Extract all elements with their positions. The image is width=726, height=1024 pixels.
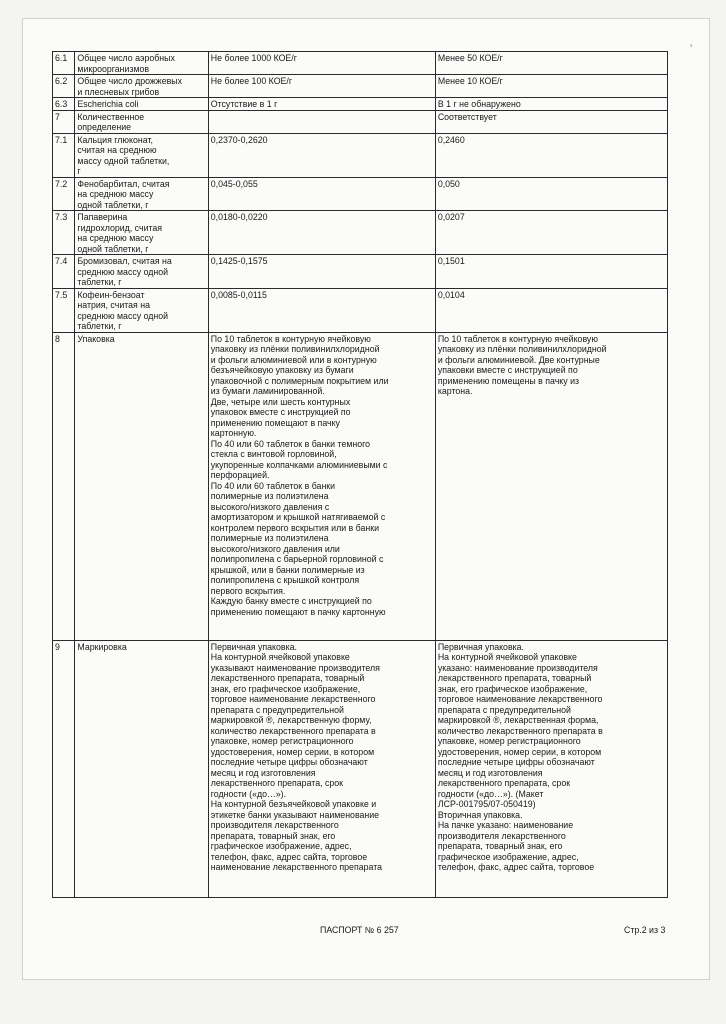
row-number: 6.3 (53, 98, 75, 111)
row-result: 0,0207 (435, 211, 667, 255)
row-spec: Не более 100 КОЕ/г (208, 75, 435, 98)
row-number: 7 (53, 110, 75, 133)
passport-table (52, 51, 668, 898)
row-name: Папаверина гидрохлорид, считая на среднюю массу одной таблетки, г (75, 211, 208, 255)
row-spec: 0,045-0,055 (208, 177, 435, 211)
table-row (53, 255, 668, 289)
row-number: 6.2 (53, 75, 75, 98)
row-number: 6.1 (53, 52, 75, 75)
table-row (53, 110, 668, 133)
table-row (53, 133, 668, 177)
row-name: Маркировка (75, 640, 208, 897)
row-number: 9 (53, 640, 75, 897)
row-result: Менее 10 КОЕ/г (435, 75, 667, 98)
row-name: Упаковка (75, 332, 208, 640)
table-row (53, 98, 668, 111)
table-row (53, 177, 668, 211)
row-name: Кофеин-бензоат натрия, считая на среднюю массу одной таблетки, г (75, 288, 208, 332)
row-name: Общее число аэробных микроорганизмов (75, 52, 208, 75)
table-row (53, 288, 668, 332)
marking-row (53, 640, 668, 897)
row-number: 7.3 (53, 211, 75, 255)
row-spec: Не более 1000 КОЕ/г (208, 52, 435, 75)
table-row (53, 52, 668, 75)
row-result: 0,050 (435, 177, 667, 211)
row-number: 7.4 (53, 255, 75, 289)
row-spec: Отсутствие в 1 г (208, 98, 435, 111)
row-result: Соответствует (435, 110, 667, 133)
row-name: Фенобарбитал, считая на среднюю массу одной таблетки, г (75, 177, 208, 211)
row-number: 7.2 (53, 177, 75, 211)
row-number: 8 (53, 332, 75, 640)
packaging-result: По 10 таблеток в контурную ячейковую упаковку из плёнки поливинилхлоридной и фольги алюминиевой. Две контурные упаковки вместе с инструкцией по применению помещены в пачку из картона. (435, 332, 667, 640)
row-name: Кальция глюконат, считая на среднюю массу одной таблетки, г (75, 133, 208, 177)
scan-mark: ʼ (690, 44, 693, 55)
page-number: Стр.2 из 3 (624, 925, 666, 935)
row-number: 7.1 (53, 133, 75, 177)
row-spec (208, 110, 435, 133)
table-body (53, 52, 668, 898)
table-row (53, 75, 668, 98)
packaging-spec: По 10 таблеток в контурную ячейковую упаковку из плёнки поливинилхлоридной и фольги алюминиевой или в контурную безъячейковую упаковку из бумаги упаковочной с полимерным покрытием или из бумаги ламинированной. Две, четыре или шесть контурных упаковок вместе с инструкцией по применению помещают в пачку картонную. По 40 или 60 таблеток в банки темного стекла с винтовой горловиной, укупоренные колпачками алюминиевыми с перфорацией. По 40 или 60 таблеток в банки полимерные из полиэтилена высокого/низкого давления с амортизатором и крышкой натягиваемой с контролем первого вскрытия или в банки полимерные из полиэтилена высокого/низкого давления или полипропилена с барьерной горловиной с крышкой, или в банки полимерные из полипропилена с крышкой контроля первого вскрытия. Каждую банку вместе с инструкцией по применению помещают в пачку картонную (208, 332, 435, 640)
row-result: 0,1501 (435, 255, 667, 289)
row-name: Общее число дрожжевых и плесневых грибов (75, 75, 208, 98)
row-result: 0,2460 (435, 133, 667, 177)
row-name: Количественное определение (75, 110, 208, 133)
row-spec: 0,2370-0,2620 (208, 133, 435, 177)
row-spec: 0,0085-0,0115 (208, 288, 435, 332)
marking-result: Первичная упаковка. На контурной ячейковой упаковке указано: наименование производителя лекарственного препарата, товарный знак, его графическое изображение, торговое наименование лекарственного препарата с предупредительной маркировкой ®, лекарственная форма, количество лекарственного препарата в упаковке, номер регистрационного удостоверения, номер серии, в котором последние четыре цифры обозначают месяц и год изготовления лекарственного препарата, срок годности («до…»). (Макет ЛСР-001795/07-050419) Вторичная упаковка. На пачке указано: наименование производителя лекарственного препарата, товарный знак, его графическое изображение, адрес, телефон, факс, адрес сайта, торговое (435, 640, 667, 897)
row-name: Бромизовал, считая на среднюю массу одной таблетки, г (75, 255, 208, 289)
packaging-row (53, 332, 668, 640)
row-result: Менее 50 КОЕ/г (435, 52, 667, 75)
row-spec: 0,1425-0,1575 (208, 255, 435, 289)
row-number: 7.5 (53, 288, 75, 332)
row-name: Escherichia coli (75, 98, 208, 111)
row-result: В 1 г не обнаружено (435, 98, 667, 111)
table-row (53, 211, 668, 255)
passport-number: ПАСПОРТ № 6 257 (320, 925, 399, 935)
row-spec: 0,0180-0,0220 (208, 211, 435, 255)
row-result: 0,0104 (435, 288, 667, 332)
marking-spec: Первичная упаковка. На контурной ячейковой упаковке указывают наименование производителя лекарственного препарата, товарный знак, его графическое изображение, торговое наименование лекарственного препарата с предупредительной маркировкой ®, лекарственную форму, количество лекарственного препарата в упаковке, номер регистрационного удостоверения, номер серии, в котором последние четыре цифры обозначают месяц и год изготовления лекарственного препарата, срок годности («до…»). На контурной безъячейковой упаковке и этикетке банки указывают наименование производителя лекарственного препарата, товарный знак, его графическое изображение, адрес, телефон, факс, адрес сайта, торговое наименование лекарственного препарата (208, 640, 435, 897)
